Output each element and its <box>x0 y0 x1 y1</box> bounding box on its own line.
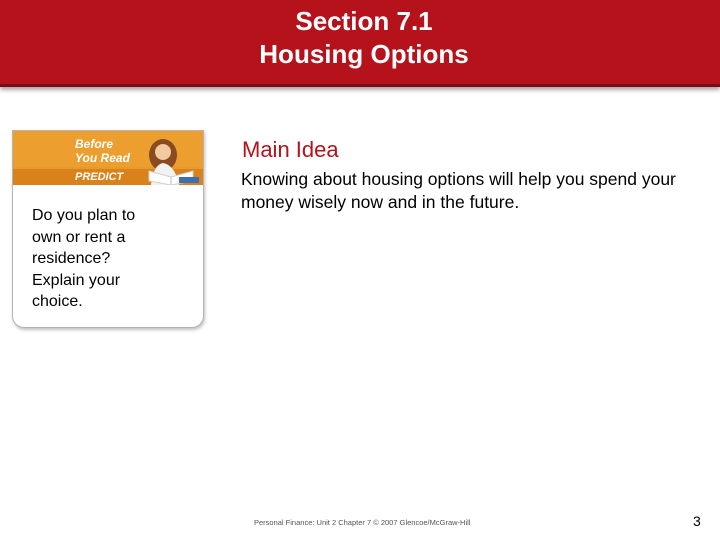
slide-title-section: Section 7.1 <box>295 6 433 36</box>
main-idea-text: Knowing about housing options will help you spend your money wisely now and in the future. <box>241 169 676 212</box>
page-number: 3 <box>693 513 701 529</box>
footer-credit: Personal Finance: Unit 2 Chapter 7 © 2007 Glencoe/McGraw-Hill <box>254 518 471 527</box>
girl-reading-book-icon <box>141 131 201 185</box>
slide-title-topic: Housing Options <box>259 39 469 69</box>
main-idea-heading: Main Idea <box>242 137 339 162</box>
banner-predict-label: PREDICT <box>75 171 124 183</box>
banner-line-you-read: You Read <box>75 151 130 165</box>
before-you-read-banner <box>13 131 203 185</box>
predict-question: Do you plan to own or rent a residence? Explain your choice. <box>32 207 136 310</box>
banner-line-before: Before <box>75 137 114 151</box>
predict-box <box>12 130 204 328</box>
title-bar <box>0 0 720 87</box>
